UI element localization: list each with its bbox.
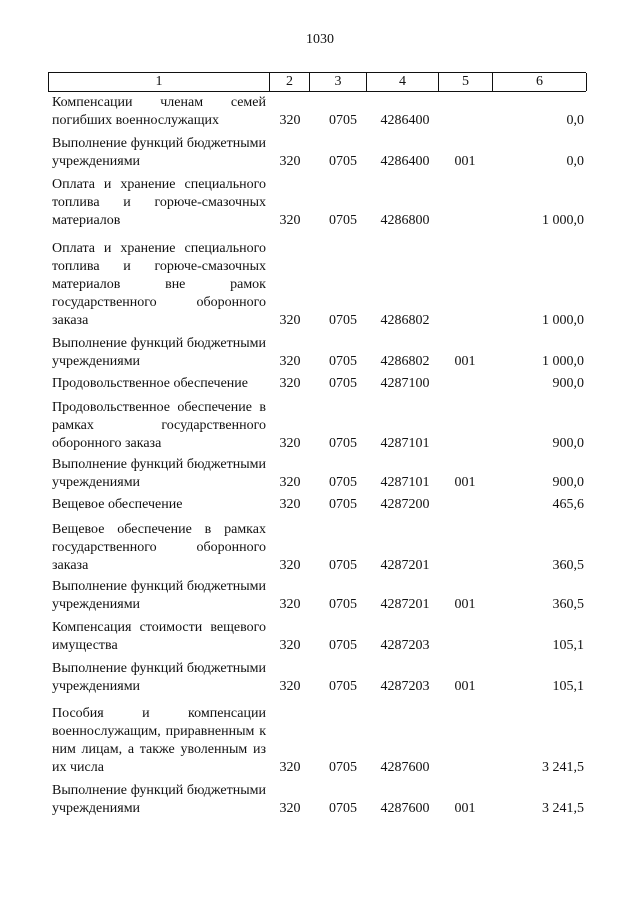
row-col-3: 0705 bbox=[329, 475, 357, 490]
row-col-2: 320 bbox=[279, 679, 301, 694]
row-col-2: 320 bbox=[279, 354, 301, 369]
row-col-3: 0705 bbox=[329, 597, 357, 612]
table-row bbox=[0, 334, 640, 371]
table-row bbox=[0, 520, 640, 575]
row-col-6: 0,0 bbox=[566, 113, 584, 128]
row-col-6: 3 241,5 bbox=[542, 801, 584, 816]
row-col-4: 4287200 bbox=[380, 497, 430, 512]
row-col-5: 001 bbox=[454, 679, 476, 694]
row-name: Выполнение функций бюджетными учреждениями bbox=[52, 457, 266, 490]
row-col-4: 4286802 bbox=[380, 354, 430, 369]
row-col-5: 001 bbox=[454, 154, 476, 169]
row-col-6: 0,0 bbox=[566, 154, 584, 169]
row-name: Выполнение функций бюджетными учреждениями bbox=[52, 783, 266, 816]
row-col-6: 465,6 bbox=[552, 497, 584, 512]
table-row bbox=[0, 618, 640, 655]
row-col-6: 1 000,0 bbox=[542, 354, 584, 369]
row-col-2: 320 bbox=[279, 638, 301, 653]
row-name: Пособия и компенсации военнослужащим, приравненным к ним лицам, а также уволенным из их числа bbox=[52, 706, 266, 775]
table-row bbox=[0, 455, 640, 492]
row-col-3: 0705 bbox=[329, 679, 357, 694]
row-name: Компенсации членам семей погибших военнослужащих bbox=[52, 95, 266, 128]
row-col-3: 0705 bbox=[329, 354, 357, 369]
header-col-2: 2 bbox=[270, 73, 310, 91]
row-col-2: 320 bbox=[279, 113, 301, 128]
table-row bbox=[0, 134, 640, 171]
row-col-3: 0705 bbox=[329, 313, 357, 328]
table-row bbox=[0, 781, 640, 818]
row-col-2: 320 bbox=[279, 313, 301, 328]
row-name: Компенсация стоимости вещевого имущества bbox=[52, 620, 266, 653]
row-col-4: 4287100 bbox=[380, 376, 430, 391]
row-col-2: 320 bbox=[279, 154, 301, 169]
row-col-6: 105,1 bbox=[552, 638, 584, 653]
header-col-4: 4 bbox=[367, 73, 439, 91]
row-name: Продовольственное обеспечение в рамках государственного оборонного заказа bbox=[52, 400, 266, 451]
row-col-3: 0705 bbox=[329, 213, 357, 228]
row-col-4: 4287101 bbox=[380, 436, 430, 451]
row-col-3: 0705 bbox=[329, 376, 357, 391]
row-col-6: 1 000,0 bbox=[542, 213, 584, 228]
row-name: Выполнение функций бюджетными учреждениями bbox=[52, 136, 266, 169]
row-col-6: 900,0 bbox=[552, 475, 584, 490]
row-col-3: 0705 bbox=[329, 436, 357, 451]
row-col-4: 4287201 bbox=[380, 558, 430, 573]
row-col-6: 360,5 bbox=[552, 597, 584, 612]
table-row bbox=[0, 577, 640, 614]
row-col-5: 001 bbox=[454, 354, 476, 369]
row-col-3: 0705 bbox=[329, 497, 357, 512]
table-row bbox=[0, 398, 640, 453]
row-name: Оплата и хранение специального топлива и горюче-смазочных материалов вне рамок государственного оборонного заказа bbox=[52, 241, 266, 328]
row-col-4: 4286400 bbox=[380, 113, 430, 128]
row-col-2: 320 bbox=[279, 376, 301, 391]
row-col-5: 001 bbox=[454, 801, 476, 816]
row-col-3: 0705 bbox=[329, 154, 357, 169]
row-name: Выполнение функций бюджетными учреждениями bbox=[52, 336, 266, 369]
row-col-2: 320 bbox=[279, 436, 301, 451]
row-col-6: 1 000,0 bbox=[542, 313, 584, 328]
table-row bbox=[0, 374, 640, 393]
row-col-4: 4287101 bbox=[380, 475, 430, 490]
row-col-3: 0705 bbox=[329, 638, 357, 653]
row-col-4: 4286802 bbox=[380, 313, 430, 328]
row-col-6: 360,5 bbox=[552, 558, 584, 573]
table-row bbox=[0, 93, 640, 130]
table-row bbox=[0, 238, 640, 330]
row-name: Выполнение функций бюджетными учреждениями bbox=[52, 661, 266, 694]
row-col-2: 320 bbox=[279, 760, 301, 775]
page-number: 1030 bbox=[306, 32, 334, 47]
row-name: Выполнение функций бюджетными учреждениями bbox=[52, 579, 266, 612]
row-col-2: 320 bbox=[279, 558, 301, 573]
row-col-4: 4287201 bbox=[380, 597, 430, 612]
table-row bbox=[0, 703, 640, 777]
header-col-5: 5 bbox=[439, 73, 493, 91]
table-row bbox=[0, 175, 640, 230]
row-col-2: 320 bbox=[279, 497, 301, 512]
row-col-5: 001 bbox=[454, 597, 476, 612]
row-col-4: 4286800 bbox=[380, 213, 430, 228]
row-col-6: 900,0 bbox=[552, 376, 584, 391]
row-col-4: 4287600 bbox=[380, 801, 430, 816]
row-col-2: 320 bbox=[279, 213, 301, 228]
header-col-3: 3 bbox=[310, 73, 367, 91]
row-col-3: 0705 bbox=[329, 760, 357, 775]
header-col-6: 6 bbox=[493, 73, 587, 91]
row-col-2: 320 bbox=[279, 475, 301, 490]
row-col-3: 0705 bbox=[329, 558, 357, 573]
row-name: Продовольственное обеспечение bbox=[52, 376, 248, 391]
header-col-1: 1 bbox=[49, 73, 270, 91]
row-col-6: 3 241,5 bbox=[542, 760, 584, 775]
row-col-4: 4287203 bbox=[380, 638, 430, 653]
row-name: Вещевое обеспечение в рамках государственного оборонного заказа bbox=[52, 522, 266, 573]
row-col-2: 320 bbox=[279, 801, 301, 816]
row-col-4: 4286400 bbox=[380, 154, 430, 169]
row-col-4: 4287600 bbox=[380, 760, 430, 775]
row-name: Вещевое обеспечение bbox=[52, 497, 183, 512]
row-col-4: 4287203 bbox=[380, 679, 430, 694]
row-col-3: 0705 bbox=[329, 113, 357, 128]
row-col-2: 320 bbox=[279, 597, 301, 612]
row-col-3: 0705 bbox=[329, 801, 357, 816]
row-col-6: 105,1 bbox=[552, 679, 584, 694]
row-name: Оплата и хранение специального топлива и горюче-смазочных материалов bbox=[52, 177, 266, 228]
row-col-6: 900,0 bbox=[552, 436, 584, 451]
row-col-5: 001 bbox=[454, 475, 476, 490]
table-row bbox=[0, 659, 640, 696]
table-row bbox=[0, 495, 640, 514]
